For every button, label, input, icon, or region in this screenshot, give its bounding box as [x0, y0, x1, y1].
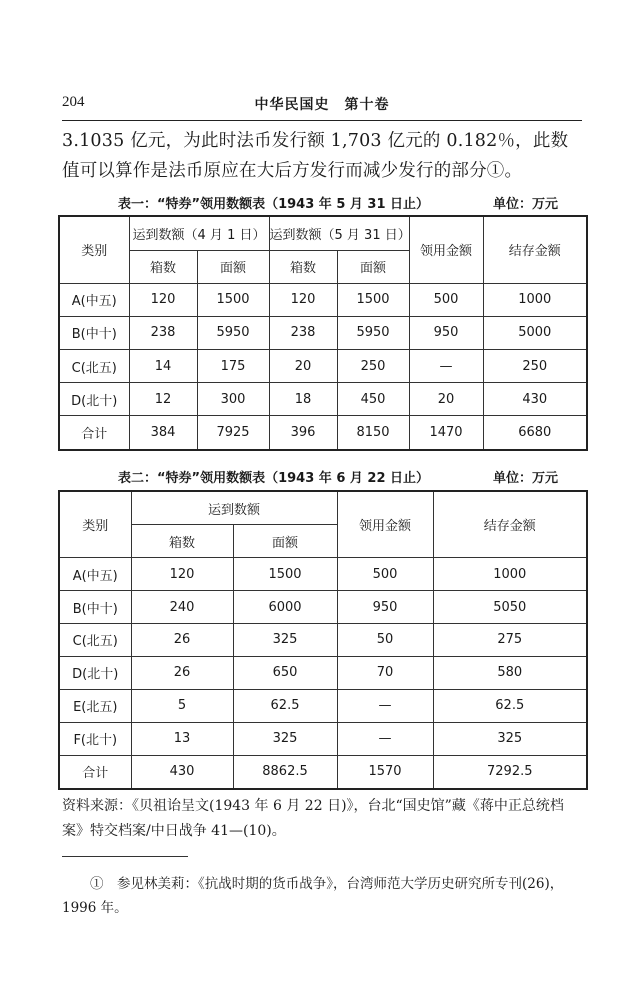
table-cell: 120 [131, 558, 233, 591]
table-cell: 650 [233, 656, 337, 689]
table-cell: 120 [129, 283, 197, 316]
table-cell: 238 [269, 316, 337, 349]
table-cell: 325 [233, 624, 337, 657]
row-label-cell: A(中五) [59, 558, 131, 591]
table-cell: 70 [337, 656, 433, 689]
row-label-cell: F(北十) [59, 722, 131, 755]
table-row [59, 416, 587, 450]
row-label-cell: D(北十) [59, 656, 131, 689]
table2-header-balance: 结存金额 [433, 491, 587, 558]
table-cell: 14 [129, 350, 197, 383]
footnote-rule [62, 856, 188, 857]
table-cell: 62.5 [233, 689, 337, 722]
table2-body [59, 558, 587, 789]
table-cell: 1500 [197, 283, 269, 316]
table-cell: 950 [337, 591, 433, 624]
row-label-cell: 合计 [59, 755, 131, 789]
table1-header-balance: 结存金额 [483, 216, 587, 283]
table-cell: 1000 [483, 283, 587, 316]
table-cell: 5950 [197, 316, 269, 349]
table1-title: 表一：“特券”领用数额表（1943 年 5 月 31 日止） [118, 197, 430, 212]
table1-header-row [59, 216, 587, 250]
table-row [59, 283, 587, 316]
table-cell: 238 [129, 316, 197, 349]
row-label-cell: C(北五) [59, 624, 131, 657]
table2-caption [62, 467, 582, 487]
table-cell: 500 [337, 558, 433, 591]
table1-header-used: 领用金额 [409, 216, 483, 283]
table-row [59, 350, 587, 383]
table-cell: 1470 [409, 416, 483, 450]
table-cell: 1000 [433, 558, 587, 591]
table-row [59, 689, 587, 722]
table-row [59, 558, 587, 591]
table-cell: 50 [337, 624, 433, 657]
table-cell: 384 [129, 416, 197, 450]
table2-unit: 单位：万元 [492, 471, 558, 486]
table-cell: 240 [131, 591, 233, 624]
table1-header-boxes-a: 箱数 [129, 250, 197, 283]
table-cell: 175 [197, 350, 269, 383]
table2-header-used: 领用金额 [337, 491, 433, 558]
table-cell: 5950 [337, 316, 409, 349]
table-cell: 5000 [483, 316, 587, 349]
table-cell: 26 [131, 656, 233, 689]
table-cell: 120 [269, 283, 337, 316]
table2-header-face: 面额 [233, 525, 337, 558]
table-cell: 5050 [433, 591, 587, 624]
table-cell: 250 [337, 350, 409, 383]
table-cell: 1500 [337, 283, 409, 316]
table-cell: — [337, 689, 433, 722]
table-cell: 26 [131, 624, 233, 657]
row-label-cell: E(北五) [59, 689, 131, 722]
table-cell: 7925 [197, 416, 269, 450]
table-row [59, 722, 587, 755]
table2-header-group: 运到数额 [131, 491, 337, 525]
table-cell: 18 [269, 383, 337, 416]
table-cell: 6000 [233, 591, 337, 624]
table1-header-boxes-b: 箱数 [269, 250, 337, 283]
table-cell: 62.5 [433, 689, 587, 722]
table-cell: 300 [197, 383, 269, 416]
footnote: ① 参见林美莉：《抗战时期的货币战争》，台湾师范大学历史研究所专刊(26)，1996 年。 [62, 876, 564, 916]
table1-header-face-b: 面额 [337, 250, 409, 283]
table1 [58, 215, 588, 451]
table-cell: 430 [483, 383, 587, 416]
table2-header-boxes: 箱数 [131, 525, 233, 558]
table-row [59, 624, 587, 657]
table-row [59, 755, 587, 789]
table1-header-category: 类别 [59, 216, 129, 283]
page-header [62, 92, 582, 114]
table-cell: 396 [269, 416, 337, 450]
header-rule [62, 120, 582, 121]
row-label-cell: 合计 [59, 416, 129, 450]
table-row [59, 383, 587, 416]
table-cell: 8862.5 [233, 755, 337, 789]
table-cell: 950 [409, 316, 483, 349]
table-row [59, 591, 587, 624]
row-label-cell: D(北十) [59, 383, 129, 416]
table2-header-category: 类别 [59, 491, 131, 558]
table-cell: 5 [131, 689, 233, 722]
table-cell: 325 [233, 722, 337, 755]
table-cell: 1500 [233, 558, 337, 591]
table1-unit: 单位：万元 [492, 197, 558, 212]
row-label-cell: B(中十) [59, 591, 131, 624]
table1-header-group-a: 运到数额（4 月 1 日） [129, 216, 269, 250]
table-cell: 250 [483, 350, 587, 383]
table-row [59, 316, 587, 349]
row-label-cell: B(中十) [59, 316, 129, 349]
table-cell: 275 [433, 624, 587, 657]
table-cell: 13 [131, 722, 233, 755]
row-label-cell: A(中五) [59, 283, 129, 316]
table-cell: — [409, 350, 483, 383]
table-cell: 20 [409, 383, 483, 416]
page-number: 204 [62, 94, 85, 110]
table-cell: — [337, 722, 433, 755]
table2-header-row [59, 491, 587, 525]
table1-header-group-b: 运到数额（5 月 31 日） [269, 216, 409, 250]
table-cell: 7292.5 [433, 755, 587, 789]
table-row [59, 656, 587, 689]
table2 [58, 490, 588, 790]
table-cell: 6680 [483, 416, 587, 450]
table-cell: 430 [131, 755, 233, 789]
table2-title: 表二：“特券”领用数额表（1943 年 6 月 22 日止） [118, 471, 430, 486]
running-title: 中华民国史 第十卷 [254, 97, 390, 113]
row-label-cell: C(北五) [59, 350, 129, 383]
table1-header-face-a: 面额 [197, 250, 269, 283]
table1-caption [62, 193, 582, 213]
table-cell: 20 [269, 350, 337, 383]
source-note: 资料来源：《贝祖诒呈文(1943 年 6 月 22 日)》，台北“国史馆”藏《蒋中正总统档案》特交档案/中日战争 41—(10)。 [62, 798, 564, 839]
table1-body [59, 283, 587, 450]
table-cell: 8150 [337, 416, 409, 450]
table-cell: 1570 [337, 755, 433, 789]
table-cell: 500 [409, 283, 483, 316]
table-cell: 325 [433, 722, 587, 755]
body-paragraph: 3.1035 亿元，为此时法币发行额 1,703 亿元的 0.182％，此数值可以算作是法币原应在大后方发行而减少发行的部分①。 [62, 131, 569, 181]
table-cell: 12 [129, 383, 197, 416]
table-cell: 580 [433, 656, 587, 689]
table-cell: 450 [337, 383, 409, 416]
